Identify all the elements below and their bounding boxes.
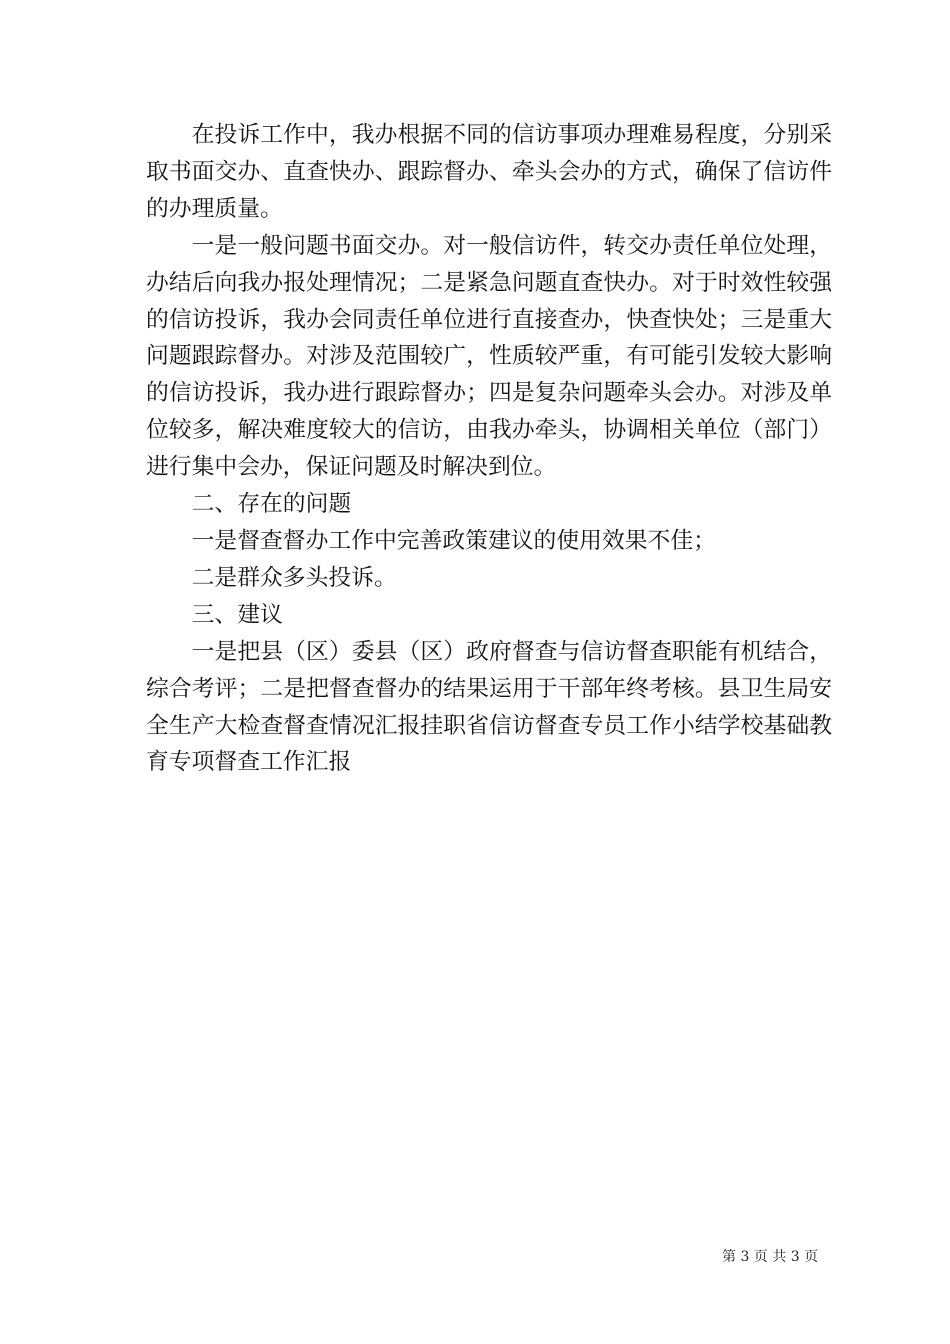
section-heading-suggestions: 三、建议 xyxy=(191,601,283,628)
paragraph-problem-2: 二是群众多头投诉。 xyxy=(191,564,397,591)
section-heading-problems: 二、存在的问题 xyxy=(191,491,352,518)
page-number-footer: 第 3 页 共 3 页 xyxy=(722,1249,819,1265)
paragraph-suggestions: 一是把县（区）委县（区）政府督查与信访督查职能有机结合，综合考评；二是把督查督办的结果运用于干部年终考核。县卫生局安全生产大检查督查情况汇报挂职省信访督查专员工作小结学校基础教育专项督查工作汇报 xyxy=(146,638,832,776)
document-body xyxy=(146,117,832,781)
paragraph-problem-1: 一是督查督办工作中完善政策建议的使用效果不佳； xyxy=(191,527,716,554)
paragraph-methods: 一是一般问题书面交办。对一般信访件，转交办责任单位处理，办结后向我办报处理情况；二是紧急问题直查快办。对于时效性较强的信访投诉，我办会同责任单位进行直接查办，快查快处；三是重大问题跟踪督办。对涉及范围较广，性质较严重，有可能引发较大影响的信访投诉，我办进行跟踪督办；四是复杂问题牵头会办。对涉及单位较多，解决难度较大的信访，由我办牵头，协调相关单位（部门）进行集中会办，保证问题及时解决到位。 xyxy=(146,232,832,481)
paragraph-intro: 在投诉工作中，我办根据不同的信访事项办理难易程度，分别采取书面交办、直查快办、跟踪督办、牵头会办的方式，确保了信访件的办理质量。 xyxy=(146,122,832,222)
